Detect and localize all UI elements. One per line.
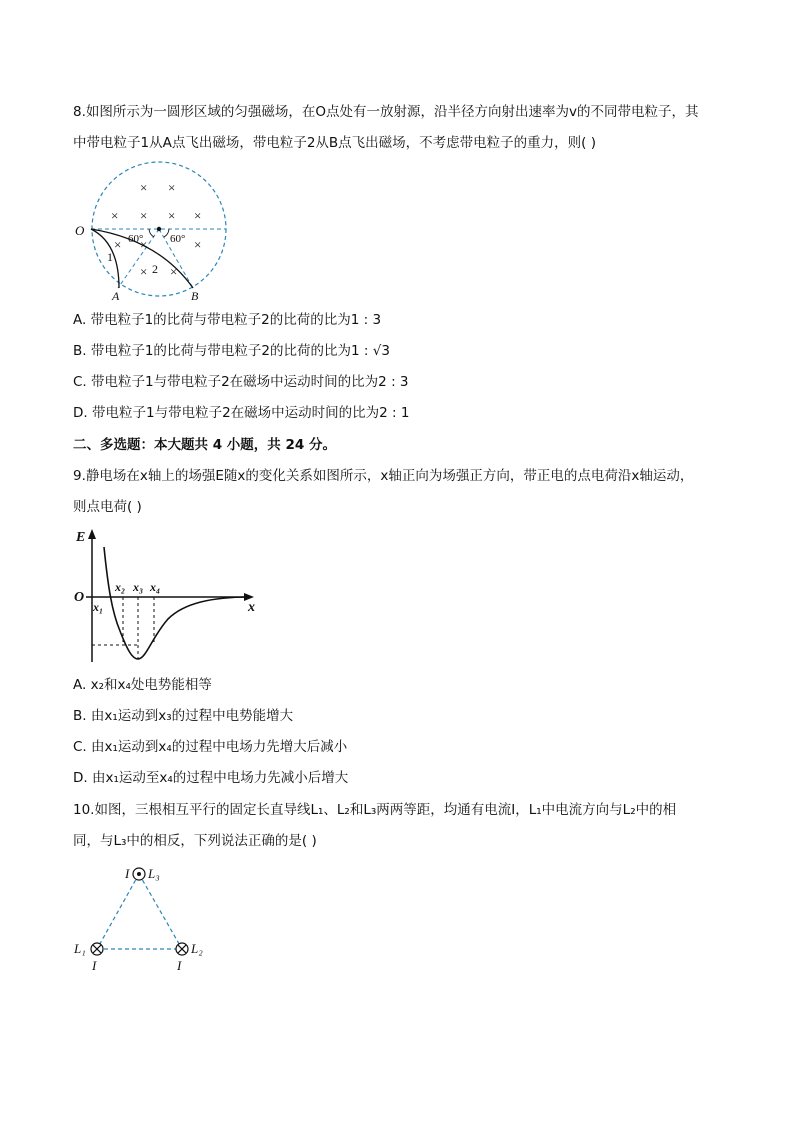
q8-magnetic-field-figure [74, 165, 234, 307]
q10-wire-L1-in-icon [91, 943, 103, 955]
q8-option-c: C. 带电粒子1与带电粒子2在磁场中运动时间的比为2 : 3 [73, 374, 409, 390]
q8-option-a: A. 带电粒子1的比荷与带电粒子2的比荷的比为1 : 3 [73, 312, 382, 328]
q10-wire-L3-out-icon [133, 868, 145, 880]
q9-option-d: D. 由x₁运动至x₄的过程中电场力先减小后增大 [73, 770, 349, 786]
q8-field-mark: × [194, 237, 202, 252]
q8-angle-left: 60° [128, 233, 144, 245]
q8-field-mark: × [140, 237, 148, 252]
q10-label-L1: L₁ [74, 941, 86, 956]
q10-side-right [139, 874, 182, 949]
q8-option-b: B. 带电粒子1的比荷与带电粒子2的比荷的比为1 : √3 [73, 343, 390, 359]
q10-label-I-left: I [92, 958, 97, 973]
q8-field-mark: × [140, 208, 148, 223]
q9-e-axis-arrow [88, 529, 96, 539]
q10-label-I-right: I [177, 958, 182, 973]
q9-option-c: C. 由x₁运动到x₄的过程中电场力先增大后减小 [73, 739, 348, 755]
q8-stem-line1: 8.如图所示为一圆形区域的匀强磁场，在O点处有一放射源，沿半径方向射出速率为v的不同带电粒子，其 [73, 104, 699, 120]
q8-field-mark: × [168, 180, 176, 195]
q8-field-mark: × [140, 264, 148, 279]
q9-option-b: B. 由x₁运动到x₃的过程中电势能增大 [73, 708, 294, 724]
q8-label-A: A [112, 289, 120, 303]
q9-stem-line2: 则点电荷( ) [73, 499, 142, 515]
q9-field-graph [72, 527, 262, 667]
q8-label-B: B [191, 289, 199, 303]
q8-angle-arc-left [149, 229, 154, 237]
q8-angle-right: 60° [170, 233, 186, 245]
section-heading: 二、多选题：本大题共 4 小题，共 24 分。 [73, 437, 336, 453]
q9-label-x2: x₂ [115, 580, 126, 594]
q8-field-mark: × [168, 208, 176, 223]
q8-center-dot [157, 227, 161, 231]
q8-label-O: O [75, 223, 85, 238]
q8-field-mark: × [114, 237, 122, 252]
q8-angle-arc-right [164, 229, 169, 237]
q9-e-curve [104, 547, 250, 659]
q8-label-1: 1 [107, 250, 113, 264]
q8-option-d: D. 带电粒子1与带电粒子2在磁场中运动时间的比为2 : 1 [73, 405, 410, 421]
q8-stem-line2: 中带电粒子1从A点飞出磁场，带电粒子2从B点飞出磁场，不考虑带电粒子的重力，则( ) [73, 135, 596, 151]
q9-label-O: O [74, 590, 85, 605]
q9-label-x: x [248, 600, 255, 615]
q8-field-mark: × [140, 180, 148, 195]
q8-label-2: 2 [152, 262, 158, 276]
q9-stem-line1: 9.静电场在x轴上的场强E随x的变化关系如图所示，x轴正向为场强正方向，带正电的点电荷沿x轴运动， [73, 468, 694, 484]
q9-label-x1: x₁ [93, 600, 104, 614]
q10-stem-line1: 10.如图，三根相互平行的固定长直导线L₁、L₂和L₃两两等距，均通有电流I，L₁中电流方向与L₂中的相 [73, 802, 677, 818]
q9-label-x4: x₄ [150, 580, 161, 594]
q9-label-E: E [76, 530, 86, 545]
q10-label-L2: L₂ [191, 941, 203, 956]
q10-wires-figure [72, 862, 222, 977]
q10-stem-line2: 同，与L₃中的相反，下列说法正确的是( ) [73, 833, 317, 849]
q9-option-a: A. x₂和x₄处电势能相等 [73, 677, 212, 693]
q8-field-mark: × [170, 264, 178, 279]
q8-field-mark: × [194, 208, 202, 223]
q10-label-I-top: I [125, 866, 130, 881]
q9-label-x3: x₃ [133, 580, 144, 594]
q10-wire-L2-in-icon [176, 943, 188, 955]
q10-side-left [97, 874, 139, 949]
q10-label-L3: L₃ [148, 866, 160, 881]
q8-field-mark: × [111, 208, 119, 223]
